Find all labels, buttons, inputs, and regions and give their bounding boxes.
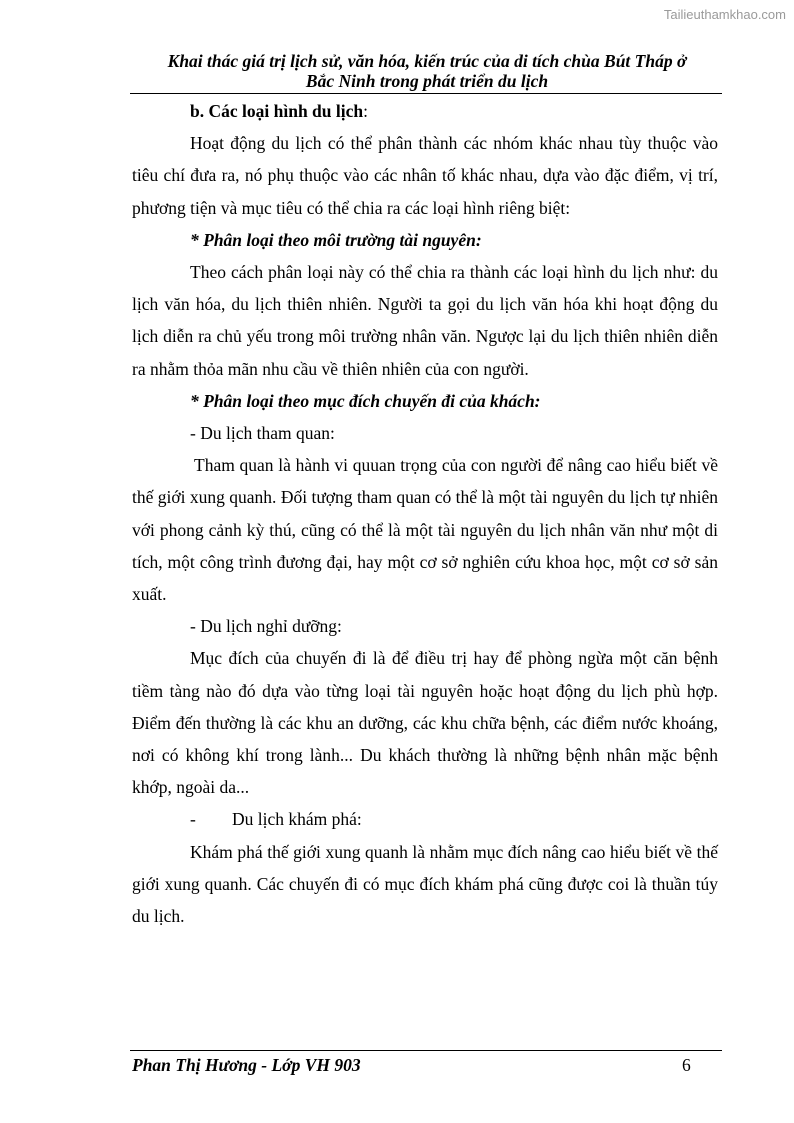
header-line-2: Bắc Ninh trong phát triển du lịch [305, 71, 549, 91]
watermark: Tailieuthamkhao.com [663, 7, 786, 22]
footer-author: Phan Thị Hương - Lớp VH 903 [132, 1055, 361, 1075]
page-number: 6 [682, 1055, 691, 1075]
paragraph-resource: Theo cách phân loại này có thể chia ra thành các loại hình du lịch như: du lịch văn hóa, du lịch thiên nhiên. Người ta gọi du lịch văn hóa khi hoạt động du lịch diễn ra chủ yếu trong môi trường nhân văn. Ngược lại du lịch thiên nhiên diễn ra nhằm thỏa mãn nhu cầu về thiên nhiên của con người. [132, 262, 718, 379]
header-divider [130, 93, 722, 94]
subheading-purpose: * Phân loại theo mục đích chuyến đi của khách: [190, 390, 541, 411]
section-heading: b. Các loại hình du lịch: [190, 101, 368, 121]
page-header [132, 51, 722, 91]
header-line-1: Khai thác giá trị lịch sử, văn hóa, kiến trúc của di tích chùa Bút Tháp ở [167, 51, 687, 71]
paragraph-sightseeing: Tham quan là hành vi quuan trọng của con người để nâng cao hiểu biết về thế giới xung quanh. Đối tượng tham quan có thể là một tài nguyên du lịch tự nhiên với phong cảnh kỳ thú, cũng có thể là một tài nguyên du lịch nhân văn như một di tích, một công trình đương đại, hay một cơ sở nghiên cứu khoa học, một cơ sở sản xuất. [132, 455, 718, 605]
subheading-resource: * Phân loại theo môi trường tài nguyên: [190, 229, 482, 250]
list-item-sightseeing: - Du lịch tham quan: [190, 423, 335, 444]
list-item-resort: - Du lịch nghỉ dưỡng: [190, 616, 342, 637]
paragraph-resort: Mục đích của chuyến đi là để điều trị hay để phòng ngừa một căn bệnh tiềm tàng nào đó dựa vào từng loại tài nguyên hoặc hoạt động du lịch phù hợp. Điểm đến thường là các khu an dưỡng, các khu chữa bệnh, các điểm nước khoáng, nơi có không khí trong lành... Du khách thường là những bệnh nhân mặc bệnh khớp, ngoài da... [132, 648, 718, 798]
list-dash: - [190, 809, 196, 830]
paragraph-intro: Hoạt động du lịch có thể phân thành các nhóm khác nhau tùy thuộc vào tiêu chí đưa ra, nó phụ thuộc vào các nhân tố khác nhau, dựa vào đặc điểm, vị trí, phương tiện và mục tiêu có thể chia ra các loại hình riêng biệt: [132, 133, 718, 218]
footer-divider [130, 1050, 722, 1051]
list-item-discovery [132, 803, 718, 835]
document-body [132, 95, 718, 932]
list-item-discovery-label: Du lịch khám phá: [232, 809, 362, 830]
paragraph-discovery: Khám phá thế giới xung quanh là nhằm mục đích nâng cao hiểu biết về thế giới xung quanh. Các chuyến đi có mục đích khám phá cũng được coi là thuần túy du lịch. [132, 841, 718, 927]
